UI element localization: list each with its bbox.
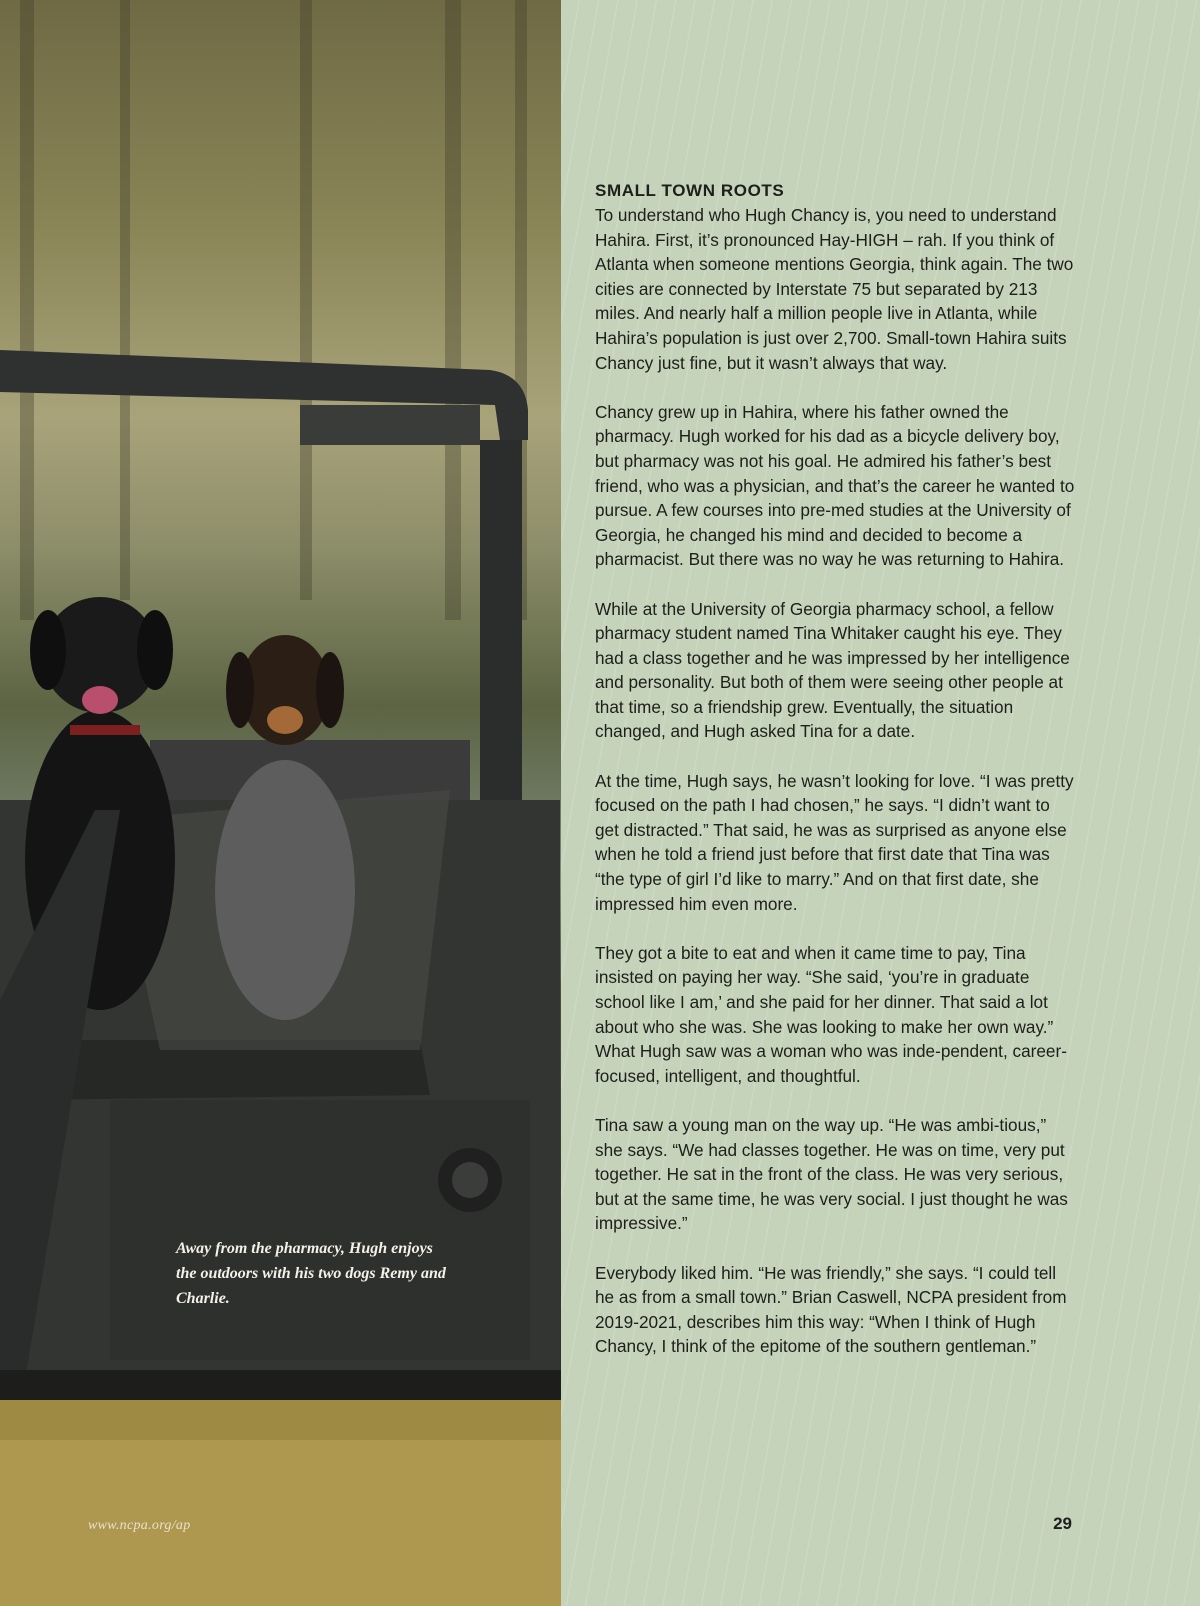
article-paragraph: To understand who Hugh Chancy is, you need to understand Hahira. First, it’s pronounced Hay-HIGH – rah. If you think of Atlanta when someone mentions Georgia, think again. The two cities are connected by Interstate 75 but separated by 213 miles. And nearly half a million people live in Atlanta, while Hahira’s population is just over 2,700. Small-town Hahira suits Chancy just fine, but it wasn’t always that way. xyxy=(595,205,1074,373)
website-url: www.ncpa.org/ap xyxy=(88,1518,191,1533)
article-paragraph: Chancy grew up in Hahira, where his father owned the pharmacy. Hugh worked for his dad as a bicycle delivery boy, but pharmacy was not his goal. He admired his father’s best friend, who was a physician, and that’s the career he wanted to pursue. A few courses into pre-med studies at the University of Georgia, he changed his mind and decided to become a pharmacist. But there was no way he was returning to Hahira. xyxy=(595,401,1075,570)
section-heading: SMALL TOWN ROOTS xyxy=(595,181,785,200)
article-paragraph: At the time, Hugh says, he wasn’t looking for love. “I was pretty focused on the path I had chosen,” he says. “I didn’t want to get distracted.” That said, he was as surprised as anyone else when he told a friend just before that first date that Tina was “the type of girl I’d like to marry.” And on that first date, she impressed him even more. xyxy=(595,770,1074,914)
article-paragraph: While at the University of Georgia pharmacy school, a fellow pharmacy student named Tina Whitaker caught his eye. They had a class together and he was impressed by her intelligence and personality. But both of them were seeing other people at that time, so a friendship grew. Eventually, the situation changed, and Hugh asked Tina for a date. xyxy=(595,598,1070,742)
article-body xyxy=(595,179,1075,1384)
photo-panel xyxy=(0,0,561,1606)
page-number: 29 xyxy=(1053,1514,1072,1533)
utv-dogs-illustration xyxy=(0,0,561,1606)
photo-caption: Away from the pharmacy, Hugh enjoys the outdoors with his two dogs Remy and Charlie. xyxy=(176,1240,446,1307)
article-paragraph: Everybody liked him. “He was friendly,” she says. “I could tell he as from a small town.” Brian Caswell, NCPA president from 2019-2021, describes him this way: “When I think of Hugh Chancy, I think of the epitome of the southern gentleman.” xyxy=(595,1262,1067,1357)
article-paragraph: Tina saw a young man on the way up. “He was ambi-tious,” she says. “We had classes together. He was on time, very put together. He sat in the front of the class. He was very serious, but at the same time, he was very social. I just thought he was impressive.” xyxy=(595,1114,1068,1234)
article-paragraph: They got a bite to eat and when it came time to pay, Tina insisted on paying her way. “She said, ‘you’re in graduate school like I am,’ and she paid for her dinner. That said a lot about who she was. She was looking to make her own way.” What Hugh saw was a woman who was inde-pendent, career-focused, intelligent, and thoughtful. xyxy=(595,942,1067,1086)
